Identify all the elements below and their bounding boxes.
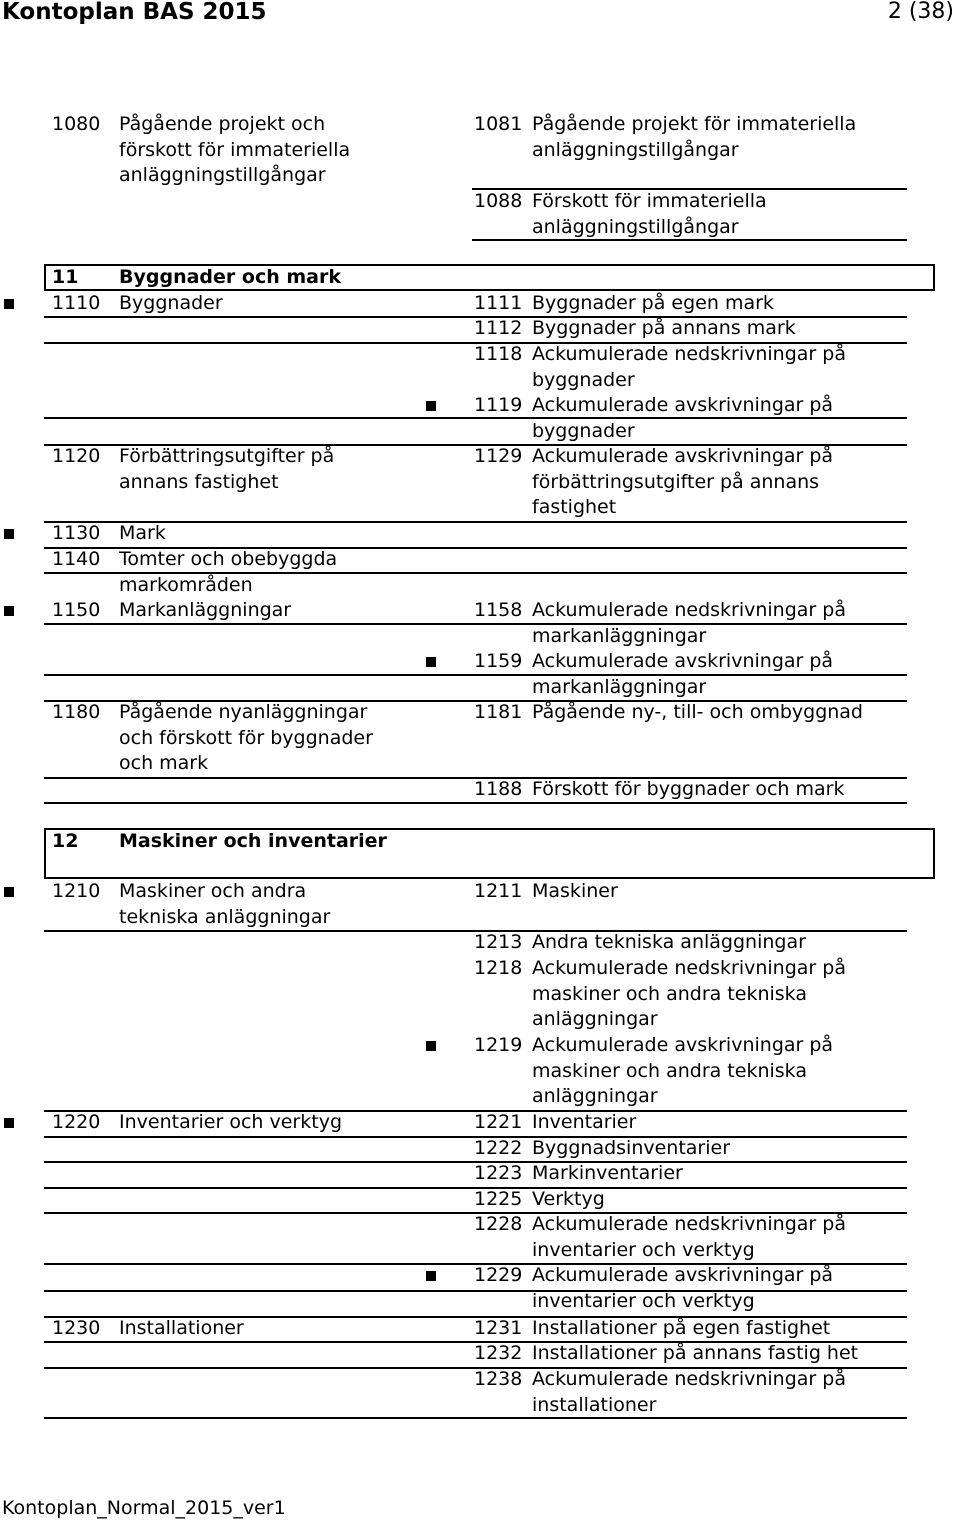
group-name: Tomter och obebyggda [119, 548, 338, 570]
account-code: 1232 [474, 1342, 523, 1364]
account-code: 1221 [474, 1111, 523, 1133]
account-code: 1228 [474, 1213, 523, 1235]
account-name: Byggnader på egen mark [532, 292, 774, 314]
group-name: anläggningstillgångar [119, 164, 326, 186]
account-name: fastighet [532, 496, 617, 518]
account-name: anläggningar [532, 1085, 658, 1107]
bullet-marker [426, 657, 436, 667]
account-name: anläggningar [532, 1008, 658, 1030]
group-code: 1080 [52, 113, 101, 135]
group-code: 1120 [52, 445, 101, 467]
account-name: Verktyg [532, 1188, 605, 1210]
account-name: Ackumulerade avskrivningar på [532, 445, 834, 467]
bullet-marker [4, 299, 14, 309]
account-name: markanläggningar [532, 624, 707, 647]
account-name: Installationer på annans fastig het [532, 1342, 859, 1364]
group-name: Byggnader [119, 292, 223, 314]
bullet-marker [4, 1118, 14, 1128]
group-code: 1210 [52, 880, 101, 902]
account-code: 1213 [474, 931, 523, 953]
account-code: 1229 [474, 1264, 523, 1286]
group-name: och förskott för byggnader [119, 726, 373, 749]
account-code: 1111 [474, 292, 523, 314]
account-name: förbättringsutgifter på annans [532, 470, 820, 493]
bullet-marker [426, 1041, 436, 1051]
account-code: 1181 [474, 701, 523, 723]
account-name: Förskott för byggnader och mark [532, 778, 845, 800]
account-name: byggnader [532, 368, 635, 391]
account-code: 1219 [474, 1034, 523, 1056]
account-code: 1223 [474, 1162, 523, 1184]
group-name: Pågående projekt och [119, 113, 326, 135]
bullet-marker [4, 529, 14, 539]
account-name: Inventarier [532, 1111, 637, 1133]
account-name: anläggningstillgångar [532, 215, 739, 238]
account-code: 1222 [474, 1137, 523, 1159]
account-code: 1159 [474, 650, 523, 672]
row-divider [44, 1417, 907, 1419]
account-name: markanläggningar [532, 675, 707, 698]
group-name: Pågående nyanläggningar [119, 701, 368, 723]
section-name: Maskiner och inventarier [119, 830, 387, 852]
group-code: 1150 [52, 599, 101, 621]
account-name: Ackumulerade nedskrivningar på [532, 599, 846, 621]
group-name: Inventarier och verktyg [119, 1111, 342, 1133]
account-name: Ackumulerade nedskrivningar på [532, 1213, 846, 1235]
page-number: 2 (38) [887, 0, 954, 24]
account-name: Maskiner [532, 880, 618, 902]
group-name: Förbättringsutgifter på [119, 445, 335, 467]
account-code: 1238 [474, 1368, 523, 1390]
account-code: 1119 [474, 394, 523, 416]
account-code: 1231 [474, 1317, 523, 1339]
account-name: Ackumulerade avskrivningar på [532, 1264, 834, 1286]
account-code: 1225 [474, 1188, 523, 1210]
account-name: Installationer på egen fastighet [532, 1317, 831, 1339]
account-name: Ackumulerade nedskrivningar på [532, 957, 846, 979]
account-code: 1088 [474, 190, 523, 212]
account-name: Ackumulerade nedskrivningar på [532, 343, 846, 365]
footer-text: Kontoplan_Normal_2015_ver1 [2, 1497, 286, 1519]
account-name: maskiner och andra tekniska [532, 1059, 807, 1082]
account-code: 1211 [474, 880, 523, 902]
group-code: 1180 [52, 701, 101, 723]
page-title: Kontoplan BAS 2015 [2, 0, 267, 25]
section-code: 11 [52, 266, 79, 288]
account-name: Ackumulerade avskrivningar på [532, 650, 834, 672]
bullet-marker [4, 887, 14, 897]
bullet-marker [426, 401, 436, 411]
group-name: och mark [119, 752, 209, 774]
group-name: Markanläggningar [119, 599, 292, 621]
group-name: tekniska anläggningar [119, 905, 331, 928]
group-name: Installationer [119, 1317, 244, 1339]
group-code: 1130 [52, 522, 101, 544]
account-name: Pågående projekt för immateriella [532, 113, 857, 135]
section-name: Byggnader och mark [119, 266, 341, 288]
account-name: Pågående ny-, till- och ombyggnad [532, 701, 863, 723]
account-name: Förskott för immateriella [532, 190, 767, 212]
group-name: förskott för immateriella [119, 138, 351, 161]
account-name: inventarier och verktyg [532, 1289, 755, 1312]
account-name: Ackumulerade avskrivningar på [532, 394, 834, 416]
group-name: annans fastighet [119, 470, 279, 493]
group-code: 1230 [52, 1317, 101, 1339]
account-name: Andra tekniska anläggningar [532, 931, 806, 953]
group-name: markområden [119, 573, 253, 596]
account-code: 1158 [474, 599, 523, 621]
bullet-marker [4, 606, 14, 616]
bullet-marker [426, 1271, 436, 1281]
account-name: Byggnader på annans mark [532, 317, 796, 339]
account-name: Ackumulerade nedskrivningar på [532, 1368, 846, 1390]
account-name: Markinventarier [532, 1162, 683, 1184]
account-name: maskiner och andra tekniska [532, 982, 807, 1005]
account-code: 1129 [474, 445, 523, 467]
account-name: anläggningstillgångar [532, 138, 739, 161]
row-divider [44, 1290, 907, 1292]
account-code: 1112 [474, 317, 523, 339]
group-code: 1140 [52, 548, 101, 570]
account-name: Ackumulerade avskrivningar på [532, 1034, 834, 1056]
section-code: 12 [52, 830, 79, 852]
row-divider [44, 521, 907, 523]
group-code: 1110 [52, 292, 101, 314]
group-code: 1220 [52, 1111, 101, 1133]
account-name: byggnader [532, 419, 635, 442]
account-name: installationer [532, 1393, 657, 1416]
account-code: 1081 [474, 113, 523, 135]
account-code: 1218 [474, 957, 523, 979]
account-code: 1188 [474, 778, 523, 800]
group-name: Maskiner och andra [119, 880, 307, 902]
account-name: Byggnadsinventarier [532, 1137, 731, 1159]
group-name: Mark [119, 522, 166, 544]
account-name: inventarier och verktyg [532, 1238, 755, 1261]
account-code: 1118 [474, 343, 523, 365]
